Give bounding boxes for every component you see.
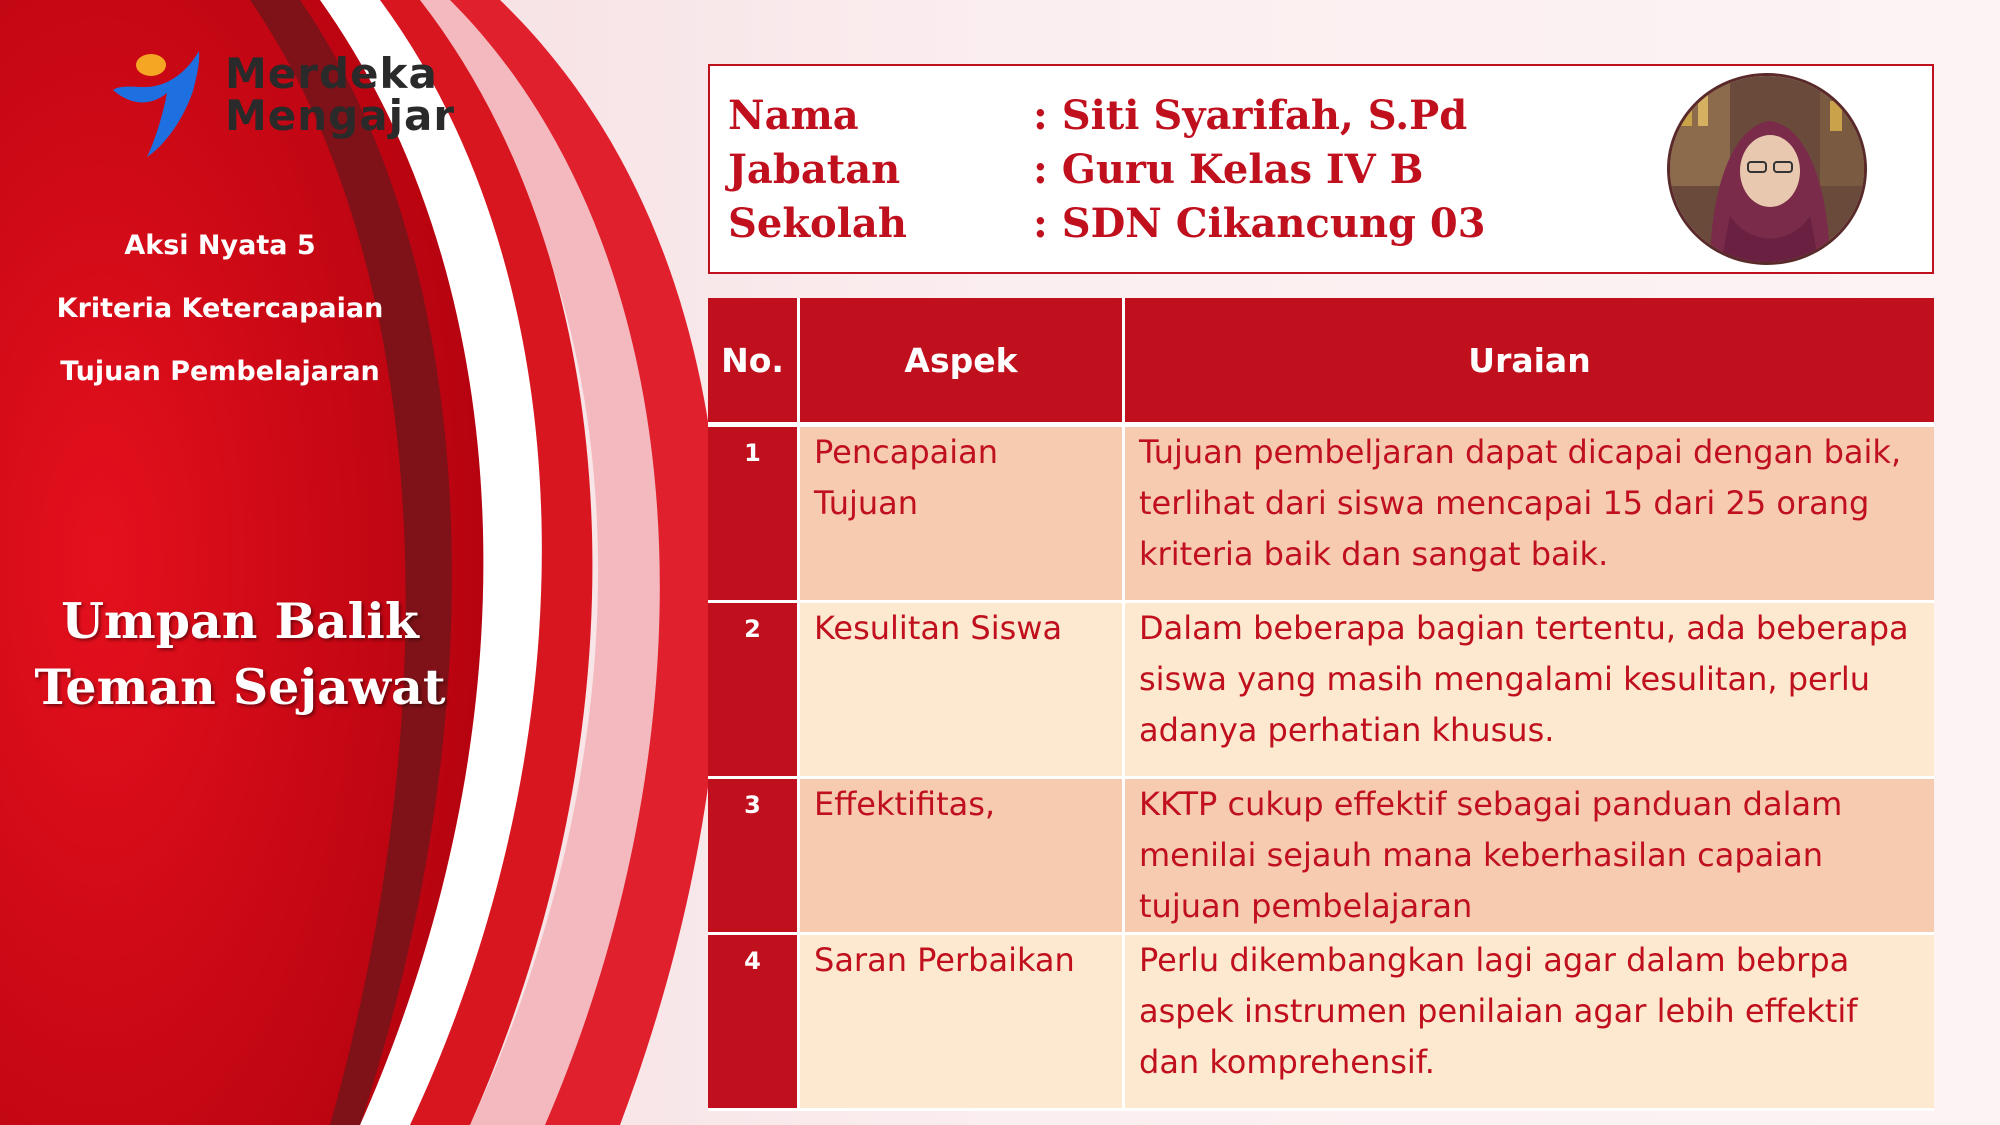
logo-figure-icon [105,45,215,165]
row-description: KKTP cukup effektif sebagai panduan dalam menilai sejauh mana keberhasilan capaian tujuan pembelajaran [1125,779,1934,935]
profile-box [708,64,1934,274]
row-number: 1 [708,427,800,603]
header-no: No. [708,298,800,427]
row-number: 3 [708,779,800,935]
table-row [708,935,1934,1111]
row-aspect: Kesulitan Siswa [800,603,1125,779]
row-aspect: Saran Perbaikan [800,935,1125,1111]
profile-name-row: Nama : Siti Syarifah, S.Pd [728,92,1468,139]
table-header-row [708,298,1934,427]
profile-school-row: Sekolah : SDN Cikancung 03 [728,200,1486,247]
profile-school: : SDN Cikancung 03 [1033,200,1486,247]
row-number: 2 [708,603,800,779]
feedback-table [708,298,1934,1111]
side-label-kriteria: Kriteria Ketercapaian [56,293,384,324]
profile-name: : Siti Syarifah, S.Pd [1033,92,1468,139]
row-aspect: Effektifitas, [800,779,1125,935]
logo-text: Merdeka Mengajar [225,49,456,140]
row-aspect: Pencapaian Tujuan [800,427,1125,603]
table-row [708,427,1934,603]
feedback-title: Umpan Balik Teman Sejawat [34,592,446,716]
side-label-tujuan: Tujuan Pembelajaran [60,356,380,387]
profile-position-row: Jabatan : Guru Kelas IV B [728,146,1424,193]
table-row [708,779,1934,935]
merdeka-mengajar-logo [105,45,485,165]
side-label-aksi: Aksi Nyata 5 [124,230,316,261]
header-description: Uraian [1125,298,1934,427]
row-number: 4 [708,935,800,1111]
profile-position: : Guru Kelas IV B [1033,146,1424,193]
table-row [708,603,1934,779]
profile-photo [1667,73,1867,265]
row-description: Tujuan pembeljaran dapat dicapai dengan baik, terlihat dari siswa mencapai 15 dari 25 orang kriteria baik dan sangat baik. [1125,427,1934,603]
row-description: Perlu dikembangkan lagi agar dalam bebrpa aspek instrumen penilaian agar lebih effektif dan komprehensif. [1125,935,1934,1111]
row-description: Dalam beberapa bagian tertentu, ada beberapa siswa yang masih mengalami kesulitan, perlu adanya perhatian khusus. [1125,603,1934,779]
header-aspect: Aspek [800,298,1125,427]
